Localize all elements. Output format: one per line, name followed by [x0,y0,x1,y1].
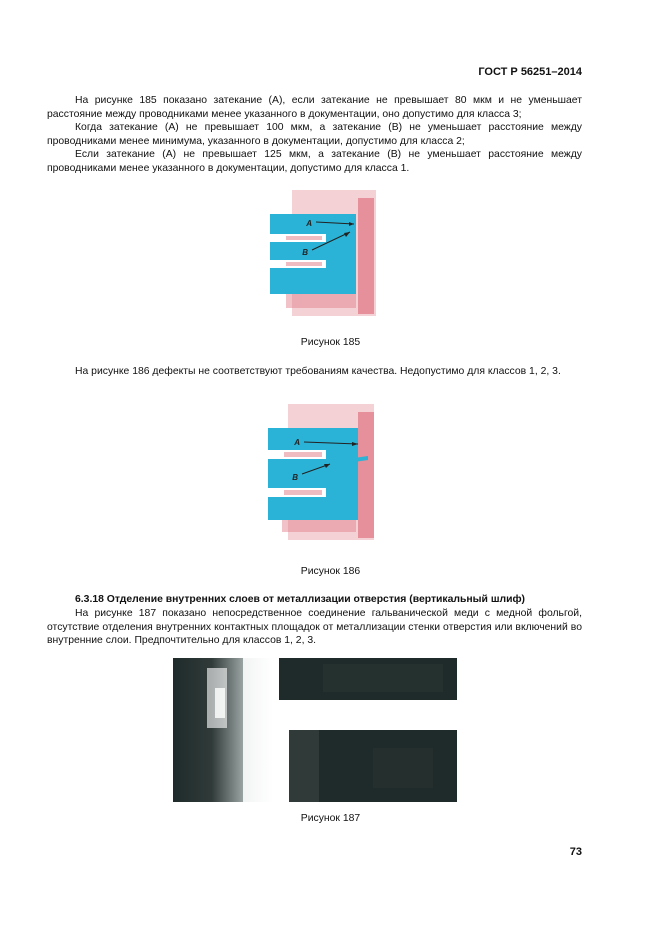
figure-185-label-b: В [302,248,308,257]
figure-185-caption: Рисунок 185 [300,337,361,348]
figure-185-label-a: А [306,219,312,228]
section-heading: 6.3.18 Отделение внутренних слоев от металлизации отверстия (вертикальный шлиф) [75,594,526,605]
document-code: ГОСТ Р 56251–2014 [478,66,582,78]
figure-185-image [266,188,382,318]
page-number: 73 [569,846,582,858]
figure-187-caption: Рисунок 187 [300,813,361,824]
paragraph-5: На рисунке 187 показано непосредственное соединение гальванической меди с медной фольгой, отсутствие отделения внутренних контактных площадок от металлизации стенки отверстия или включений во внутренние слои. Предпочтительно для классов 1, 2, 3. [47,608,582,646]
paragraph-2: Когда затекание (А) не превышает 100 мкм, а затекание (В) не уменьшает расстояние между проводниками менее минимума, указанного в документации, допустимо для класса 2; [47,122,582,147]
paragraph-3: Если затекание (А) не превышает 125 мкм, а затекание (В) не уменьшает расстояние между проводниками менее указанного в документации, допустимо для класса 1. [47,149,582,174]
figure-186-label-a: А [294,438,300,447]
figure-186-image [264,402,382,542]
figure-186-label-b: В [292,473,298,482]
figure-187-image [173,658,457,802]
paragraph-4: На рисунке 186 дефекты не соответствуют требованиям качества. Недопустимо для классов 1, 2, 3. [75,366,561,377]
figure-186-caption: Рисунок 186 [300,566,361,577]
paragraph-1: На рисунке 185 показано затекание (А), если затекание не превышает 80 мкм и не уменьшает расстояние между проводниками менее указанного в документации, оно допустимо для класса 3; [47,95,582,120]
